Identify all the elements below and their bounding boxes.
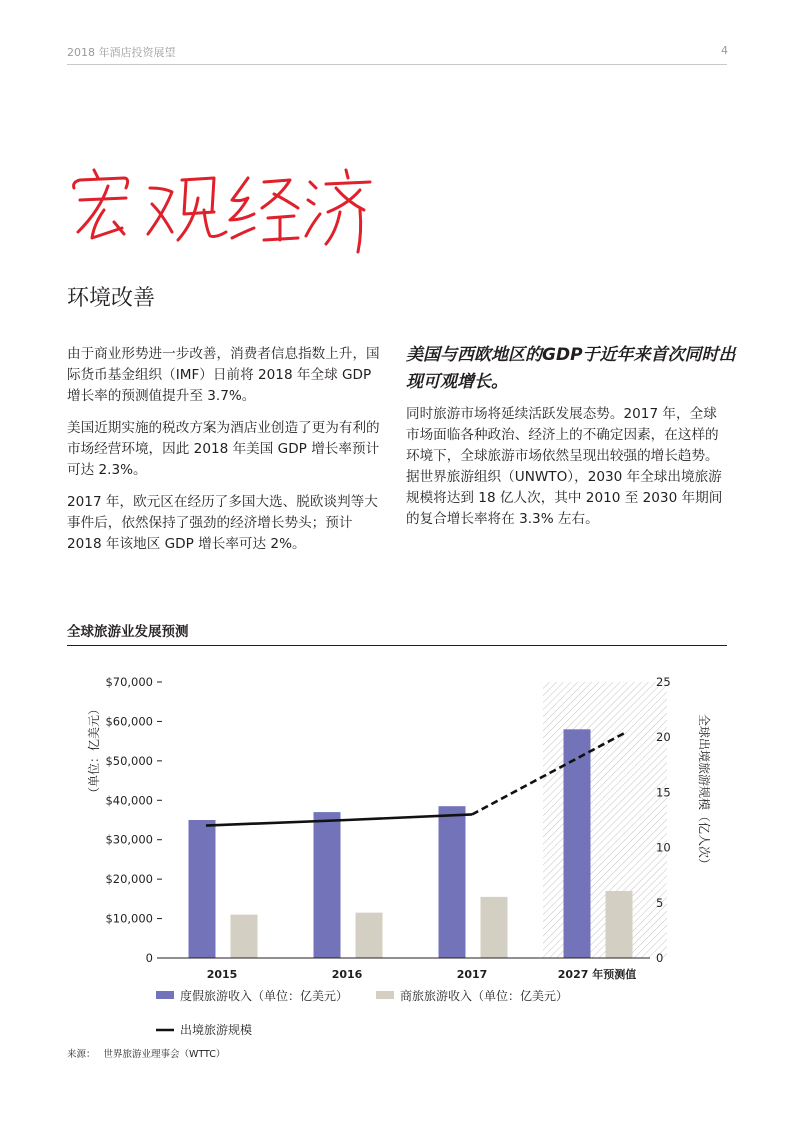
y2-tick-label: 10 (656, 840, 671, 855)
header-title: 2018 年酒店投资展望 (67, 46, 176, 59)
source-label: 来源： (67, 1049, 96, 1060)
y2-tick-label: 15 (656, 785, 671, 800)
bar-business-revenue (231, 915, 258, 958)
bar-business-revenue (606, 891, 633, 958)
source-note (67, 1046, 233, 1060)
legend-label-vacation: 度假旅游收入（单位：亿美元） (180, 989, 349, 1003)
page-number: 4 (721, 44, 728, 57)
bar-business-revenue (481, 897, 508, 958)
bar-vacation-revenue (189, 820, 216, 958)
bar-vacation-revenue (439, 806, 466, 958)
bar-business-revenue (356, 913, 383, 958)
y-tick-label: $60,000 (105, 714, 153, 729)
legend-label-business: 商旅旅游收入（单位：亿美元） (400, 989, 569, 1003)
y2-tick-label: 25 (656, 675, 671, 689)
right-column (406, 404, 728, 541)
y2-tick-label: 20 (656, 730, 671, 745)
y-tick-label: $40,000 (105, 793, 153, 808)
y2-axis-label: 全球出境旅游规模（亿人次） (697, 713, 711, 871)
x-tick-label: 2027 年预测值 (557, 968, 637, 981)
legend-swatch-vacation (156, 991, 174, 999)
left-paragraph-3: 2017 年，欧元区在经历了多国大选、脱欧谈判等大事件后，依然保持了强劲的经济增长势头；预计 2018 年该地区 GDP 增长率可达 2%。 (67, 494, 378, 552)
y-tick-label: $70,000 (105, 675, 153, 689)
chart-section-title: 全球旅游业发展预测 (67, 624, 189, 640)
left-paragraph-1: 由于商业形势进一步改善，消费者信息指数上升，国际货币基金组织（IMF）日前将 2018 年全球 GDP 增长率的预测值提升至 3.7%。 (67, 346, 380, 404)
source-text: 世界旅游业理事会（WTTC） (103, 1049, 226, 1060)
bar-vacation-revenue (314, 812, 341, 958)
y-tick-label: $30,000 (105, 832, 153, 847)
legend-swatch-business (376, 991, 394, 999)
y-tick-label: 0 (145, 951, 153, 965)
y2-tick-label: 0 (656, 951, 664, 965)
legend-label-outbound: 出境旅游规模 (180, 1023, 253, 1037)
header-rule (67, 64, 727, 65)
y-tick-label: $50,000 (105, 753, 153, 768)
x-tick-label: 2015 (206, 968, 238, 981)
y-axis-label: （单位：亿美元） (87, 702, 101, 800)
highlight-quote: 美国与西欧地区的GDP于近年来首次同时出现可观增长。 (406, 345, 736, 392)
forecast-shaded-region (543, 682, 667, 958)
right-paragraph: 同时旅游市场将延续活跃发展态势。2017 年，全球市场面临各种政治、经济上的不确定因素，在这样的环境下，全球旅游市场依然呈现出较强的增长趋势。据世界旅游组织（UNWTO），2030 年全球出境旅游规模将达到 18 亿人次，其中 2010 至 2030 年期间的复合增长率将在 3.3% 左右。 (406, 406, 723, 527)
left-paragraph-2: 美国近期实施的税改方案为酒店业创造了更为有利的市场经营环境，因此 2018 年美国 GDP 增长率预计可达 2.3%。 (67, 420, 380, 478)
chart-rule (67, 645, 727, 646)
y-tick-label: $10,000 (105, 911, 153, 926)
x-tick-label: 2016 (331, 968, 363, 981)
y2-tick-label: 5 (656, 895, 664, 910)
left-column (67, 344, 389, 566)
x-tick-label: 2017 (456, 968, 488, 981)
section-heading: 环境改善 (67, 286, 156, 311)
y-tick-label: $20,000 (105, 872, 153, 887)
script-title-handwriting (64, 148, 384, 256)
bar-vacation-revenue (564, 729, 591, 958)
tourism-chart (60, 655, 730, 1040)
